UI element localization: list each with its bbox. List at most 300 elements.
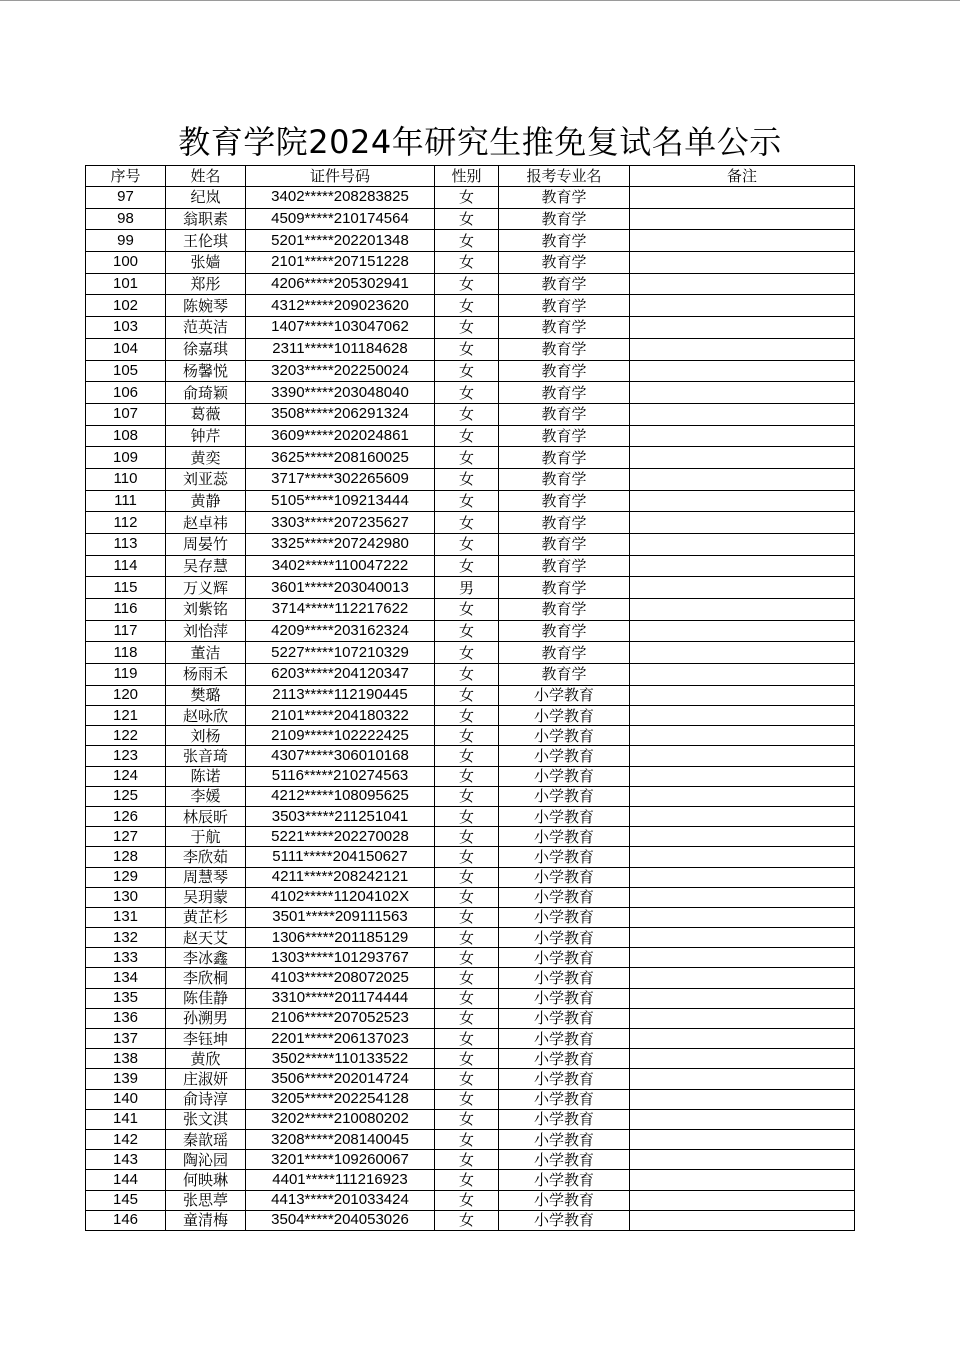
cell-id-number: 3205*****202254128 (246, 1089, 435, 1109)
cell-remarks (630, 847, 855, 867)
cell-gender: 女 (435, 403, 499, 425)
cell-major: 教育学 (499, 447, 630, 469)
cell-seq: 145 (86, 1190, 166, 1210)
cell-seq: 141 (86, 1109, 166, 1129)
cell-name: 钟芹 (166, 425, 246, 447)
cell-major: 教育学 (499, 664, 630, 686)
table-row (86, 599, 855, 621)
cell-id-number: 4211*****208242121 (246, 867, 435, 887)
cell-name: 周慧琴 (166, 867, 246, 887)
cell-remarks (630, 948, 855, 968)
cell-gender: 女 (435, 555, 499, 577)
cell-gender: 女 (435, 847, 499, 867)
cell-gender: 女 (435, 827, 499, 847)
cell-gender: 女 (435, 806, 499, 826)
cell-seq: 107 (86, 403, 166, 425)
cell-id-number: 4212*****108095625 (246, 786, 435, 806)
cell-gender: 女 (435, 786, 499, 806)
cell-seq: 113 (86, 534, 166, 556)
cell-gender: 女 (435, 1190, 499, 1210)
cell-id-number: 3201*****109260067 (246, 1150, 435, 1170)
table-row (86, 1170, 855, 1190)
cell-id-number: 6203*****204120347 (246, 664, 435, 686)
cell-id-number: 5111*****204150627 (246, 847, 435, 867)
table-header-row (86, 166, 855, 187)
table-row (86, 208, 855, 230)
table-row (86, 577, 855, 599)
cell-name: 杨馨悦 (166, 360, 246, 382)
cell-name: 李冰鑫 (166, 948, 246, 968)
cell-name: 董洁 (166, 642, 246, 664)
cell-major: 小学教育 (499, 786, 630, 806)
cell-seq: 123 (86, 746, 166, 766)
table-row (86, 360, 855, 382)
table-row (86, 642, 855, 664)
cell-major: 小学教育 (499, 827, 630, 847)
table-row (86, 1190, 855, 1210)
header-id-number: 证件号码 (246, 166, 435, 187)
cell-seq: 144 (86, 1170, 166, 1190)
cell-id-number: 5201*****202201348 (246, 230, 435, 252)
cell-seq: 116 (86, 599, 166, 621)
cell-major: 教育学 (499, 187, 630, 209)
header-remarks: 备注 (630, 166, 855, 187)
cell-gender: 女 (435, 867, 499, 887)
cell-major: 小学教育 (499, 706, 630, 726)
cell-name: 黄芷杉 (166, 907, 246, 927)
cell-name: 孙溯男 (166, 1008, 246, 1028)
cell-seq: 115 (86, 577, 166, 599)
cell-remarks (630, 766, 855, 786)
table-row (86, 1150, 855, 1170)
header-gender: 性别 (435, 166, 499, 187)
cell-seq: 117 (86, 620, 166, 642)
cell-seq: 120 (86, 685, 166, 705)
cell-id-number: 3502*****110133522 (246, 1049, 435, 1069)
cell-major: 教育学 (499, 490, 630, 512)
cell-seq: 106 (86, 382, 166, 404)
cell-seq: 131 (86, 907, 166, 927)
cell-id-number: 2201*****206137023 (246, 1029, 435, 1049)
cell-remarks (630, 382, 855, 404)
cell-id-number: 3503*****211251041 (246, 806, 435, 826)
table-row (86, 382, 855, 404)
cell-name: 黄欣 (166, 1049, 246, 1069)
cell-gender: 女 (435, 382, 499, 404)
cell-id-number: 4102*****11204102X (246, 887, 435, 907)
cell-seq: 137 (86, 1029, 166, 1049)
table-row (86, 786, 855, 806)
cell-name: 张嫱 (166, 252, 246, 274)
cell-remarks (630, 512, 855, 534)
cell-seq: 122 (86, 726, 166, 746)
cell-seq: 146 (86, 1210, 166, 1230)
cell-id-number: 3303*****207235627 (246, 512, 435, 534)
cell-remarks (630, 968, 855, 988)
cell-remarks (630, 338, 855, 360)
cell-name: 吴存慧 (166, 555, 246, 577)
cell-seq: 119 (86, 664, 166, 686)
cell-gender: 女 (435, 746, 499, 766)
cell-id-number: 3390*****203048040 (246, 382, 435, 404)
cell-gender: 女 (435, 187, 499, 209)
cell-seq: 111 (86, 490, 166, 512)
page-title: 教育学院2024年研究生推免复试名单公示 (178, 123, 782, 161)
table-row (86, 1089, 855, 1109)
table-row (86, 746, 855, 766)
cell-major: 教育学 (499, 382, 630, 404)
cell-name: 刘紫铭 (166, 599, 246, 621)
table-row (86, 1029, 855, 1049)
cell-major: 教育学 (499, 555, 630, 577)
cell-major: 小学教育 (499, 887, 630, 907)
table-row (86, 620, 855, 642)
cell-remarks (630, 1129, 855, 1149)
cell-id-number: 5221*****202270028 (246, 827, 435, 847)
cell-name: 赵卓祎 (166, 512, 246, 534)
table-row (86, 230, 855, 252)
cell-major: 教育学 (499, 338, 630, 360)
cell-seq: 109 (86, 447, 166, 469)
cell-gender: 女 (435, 360, 499, 382)
cell-gender: 女 (435, 1089, 499, 1109)
cell-name: 童清梅 (166, 1210, 246, 1230)
cell-id-number: 4209*****203162324 (246, 620, 435, 642)
table-row (86, 726, 855, 746)
cell-name: 林辰昕 (166, 806, 246, 826)
cell-major: 小学教育 (499, 1190, 630, 1210)
cell-major: 教育学 (499, 468, 630, 490)
cell-gender: 女 (435, 766, 499, 786)
cell-name: 李钰坤 (166, 1029, 246, 1049)
cell-remarks (630, 928, 855, 948)
header-major: 报考专业名 (499, 166, 630, 187)
cell-remarks (630, 1089, 855, 1109)
cell-major: 小学教育 (499, 1109, 630, 1129)
cell-remarks (630, 555, 855, 577)
cell-remarks (630, 273, 855, 295)
cell-major: 教育学 (499, 512, 630, 534)
cell-id-number: 4307*****306010168 (246, 746, 435, 766)
table-row (86, 490, 855, 512)
cell-major: 小学教育 (499, 1129, 630, 1149)
table-row (86, 664, 855, 686)
cell-seq: 136 (86, 1008, 166, 1028)
cell-id-number: 1306*****201185129 (246, 928, 435, 948)
cell-seq: 133 (86, 948, 166, 968)
cell-major: 小学教育 (499, 867, 630, 887)
cell-gender: 女 (435, 534, 499, 556)
cell-name: 吴玥蒙 (166, 887, 246, 907)
cell-id-number: 3325*****207242980 (246, 534, 435, 556)
table-row (86, 806, 855, 826)
cell-gender: 女 (435, 1049, 499, 1069)
cell-seq: 128 (86, 847, 166, 867)
cell-remarks (630, 490, 855, 512)
cell-seq: 130 (86, 887, 166, 907)
cell-name: 庄淑妍 (166, 1069, 246, 1089)
cell-name: 李欣桐 (166, 968, 246, 988)
cell-id-number: 3402*****208283825 (246, 187, 435, 209)
cell-seq: 118 (86, 642, 166, 664)
cell-id-number: 2106*****207052523 (246, 1008, 435, 1028)
cell-remarks (630, 786, 855, 806)
cell-major: 小学教育 (499, 928, 630, 948)
cell-gender: 女 (435, 295, 499, 317)
cell-name: 李欣茹 (166, 847, 246, 867)
cell-gender: 女 (435, 599, 499, 621)
cell-seq: 142 (86, 1129, 166, 1149)
cell-remarks (630, 1190, 855, 1210)
cell-remarks (630, 988, 855, 1008)
cell-major: 小学教育 (499, 907, 630, 927)
cell-gender: 女 (435, 1210, 499, 1230)
cell-major: 小学教育 (499, 988, 630, 1008)
table-row (86, 867, 855, 887)
cell-seq: 124 (86, 766, 166, 786)
cell-name: 俞诗淳 (166, 1089, 246, 1109)
cell-id-number: 2101*****204180322 (246, 706, 435, 726)
cell-seq: 97 (86, 187, 166, 209)
cell-remarks (630, 230, 855, 252)
cell-name: 刘怡萍 (166, 620, 246, 642)
cell-remarks (630, 252, 855, 274)
table-row (86, 555, 855, 577)
cell-gender: 女 (435, 1129, 499, 1149)
table-row (86, 252, 855, 274)
cell-gender: 女 (435, 968, 499, 988)
cell-name: 樊璐 (166, 685, 246, 705)
cell-gender: 女 (435, 928, 499, 948)
cell-remarks (630, 827, 855, 847)
cell-name: 翁职素 (166, 208, 246, 230)
cell-gender: 女 (435, 317, 499, 339)
header-name: 姓名 (166, 166, 246, 187)
cell-id-number: 3310*****201174444 (246, 988, 435, 1008)
cell-major: 小学教育 (499, 948, 630, 968)
table-row (86, 512, 855, 534)
cell-seq: 121 (86, 706, 166, 726)
cell-name: 秦歆瑶 (166, 1129, 246, 1149)
cell-gender: 女 (435, 706, 499, 726)
cell-gender: 女 (435, 948, 499, 968)
cell-seq: 132 (86, 928, 166, 948)
cell-remarks (630, 706, 855, 726)
table-row (86, 1109, 855, 1129)
cell-id-number: 3601*****203040013 (246, 577, 435, 599)
cell-major: 教育学 (499, 534, 630, 556)
cell-major: 教育学 (499, 273, 630, 295)
cell-id-number: 3625*****208160025 (246, 447, 435, 469)
cell-gender: 女 (435, 338, 499, 360)
cell-id-number: 2113*****112190445 (246, 685, 435, 705)
cell-seq: 138 (86, 1049, 166, 1069)
cell-remarks (630, 664, 855, 686)
cell-major: 教育学 (499, 252, 630, 274)
cell-major: 小学教育 (499, 806, 630, 826)
cell-remarks (630, 208, 855, 230)
cell-name: 张音琦 (166, 746, 246, 766)
cell-id-number: 2109*****102222425 (246, 726, 435, 746)
cell-name: 万义辉 (166, 577, 246, 599)
cell-seq: 126 (86, 806, 166, 826)
cell-major: 教育学 (499, 360, 630, 382)
cell-major: 教育学 (499, 295, 630, 317)
cell-seq: 143 (86, 1150, 166, 1170)
cell-seq: 110 (86, 468, 166, 490)
cell-major: 教育学 (499, 208, 630, 230)
table-row (86, 447, 855, 469)
cell-gender: 女 (435, 642, 499, 664)
table-row (86, 1129, 855, 1149)
cell-remarks (630, 468, 855, 490)
cell-remarks (630, 746, 855, 766)
cell-id-number: 3501*****209111563 (246, 907, 435, 927)
cell-gender: 女 (435, 208, 499, 230)
cell-id-number: 3402*****110047222 (246, 555, 435, 577)
cell-seq: 101 (86, 273, 166, 295)
cell-gender: 女 (435, 252, 499, 274)
cell-name: 杨雨禾 (166, 664, 246, 686)
cell-name: 陶沁园 (166, 1150, 246, 1170)
cell-gender: 女 (435, 1008, 499, 1028)
cell-major: 小学教育 (499, 1049, 630, 1069)
table-row (86, 425, 855, 447)
cell-gender: 女 (435, 907, 499, 927)
cell-id-number: 5227*****107210329 (246, 642, 435, 664)
cell-id-number: 4401*****111216923 (246, 1170, 435, 1190)
table-row (86, 706, 855, 726)
cell-major: 小学教育 (499, 766, 630, 786)
cell-seq: 104 (86, 338, 166, 360)
cell-major: 小学教育 (499, 1210, 630, 1230)
cell-gender: 女 (435, 887, 499, 907)
cell-seq: 127 (86, 827, 166, 847)
cell-remarks (630, 1008, 855, 1028)
table-row (86, 534, 855, 556)
cell-major: 教育学 (499, 230, 630, 252)
cell-gender: 女 (435, 664, 499, 686)
page-top-border (0, 0, 960, 1)
cell-remarks (630, 685, 855, 705)
cell-gender: 女 (435, 988, 499, 1008)
table-row (86, 988, 855, 1008)
cell-remarks (630, 1170, 855, 1190)
cell-seq: 129 (86, 867, 166, 887)
table-row (86, 1069, 855, 1089)
cell-major: 小学教育 (499, 1089, 630, 1109)
cell-remarks (630, 726, 855, 746)
cell-name: 陈佳静 (166, 988, 246, 1008)
table-row (86, 847, 855, 867)
cell-seq: 134 (86, 968, 166, 988)
cell-id-number: 3504*****204053026 (246, 1210, 435, 1230)
cell-id-number: 3717*****302265609 (246, 468, 435, 490)
cell-major: 教育学 (499, 425, 630, 447)
cell-id-number: 3202*****210080202 (246, 1109, 435, 1129)
cell-id-number: 2311*****101184628 (246, 338, 435, 360)
cell-gender: 女 (435, 490, 499, 512)
cell-gender: 女 (435, 685, 499, 705)
cell-name: 何映琳 (166, 1170, 246, 1190)
cell-gender: 女 (435, 1069, 499, 1089)
cell-seq: 114 (86, 555, 166, 577)
table-row (86, 766, 855, 786)
cell-remarks (630, 642, 855, 664)
cell-major: 教育学 (499, 403, 630, 425)
cell-name: 徐嘉琪 (166, 338, 246, 360)
cell-gender: 女 (435, 726, 499, 746)
table-row (86, 317, 855, 339)
cell-name: 陈婉琴 (166, 295, 246, 317)
cell-gender: 女 (435, 1029, 499, 1049)
cell-remarks (630, 1069, 855, 1089)
cell-id-number: 4509*****210174564 (246, 208, 435, 230)
cell-name: 李媛 (166, 786, 246, 806)
cell-name: 范英洁 (166, 317, 246, 339)
cell-remarks (630, 620, 855, 642)
cell-remarks (630, 295, 855, 317)
cell-gender: 女 (435, 425, 499, 447)
table-row (86, 928, 855, 948)
cell-name: 周晏竹 (166, 534, 246, 556)
cell-remarks (630, 534, 855, 556)
cell-remarks (630, 599, 855, 621)
cell-remarks (630, 577, 855, 599)
cell-remarks (630, 806, 855, 826)
cell-gender: 男 (435, 577, 499, 599)
cell-remarks (630, 317, 855, 339)
cell-gender: 女 (435, 1150, 499, 1170)
cell-remarks (630, 907, 855, 927)
cell-id-number: 1303*****101293767 (246, 948, 435, 968)
cell-major: 小学教育 (499, 685, 630, 705)
cell-id-number: 4206*****205302941 (246, 273, 435, 295)
cell-seq: 135 (86, 988, 166, 1008)
cell-id-number: 5105*****109213444 (246, 490, 435, 512)
cell-remarks (630, 1109, 855, 1129)
cell-major: 教育学 (499, 577, 630, 599)
cell-gender: 女 (435, 273, 499, 295)
cell-name: 刘亚蕊 (166, 468, 246, 490)
table-row (86, 1049, 855, 1069)
table-row (86, 1008, 855, 1028)
table-row (86, 1210, 855, 1230)
cell-seq: 103 (86, 317, 166, 339)
table-row (86, 403, 855, 425)
header-seq: 序号 (86, 166, 166, 187)
table-row (86, 338, 855, 360)
cell-id-number: 3208*****208140045 (246, 1129, 435, 1149)
cell-name: 黄静 (166, 490, 246, 512)
cell-seq: 102 (86, 295, 166, 317)
cell-gender: 女 (435, 620, 499, 642)
cell-major: 小学教育 (499, 1170, 630, 1190)
cell-major: 小学教育 (499, 1029, 630, 1049)
cell-name: 陈诺 (166, 766, 246, 786)
table-row (86, 948, 855, 968)
cell-seq: 99 (86, 230, 166, 252)
cell-seq: 139 (86, 1069, 166, 1089)
cell-name: 纪岚 (166, 187, 246, 209)
table-row (86, 273, 855, 295)
cell-remarks (630, 887, 855, 907)
cell-remarks (630, 360, 855, 382)
cell-seq: 105 (86, 360, 166, 382)
cell-id-number: 1407*****103047062 (246, 317, 435, 339)
cell-seq: 112 (86, 512, 166, 534)
cell-seq: 108 (86, 425, 166, 447)
